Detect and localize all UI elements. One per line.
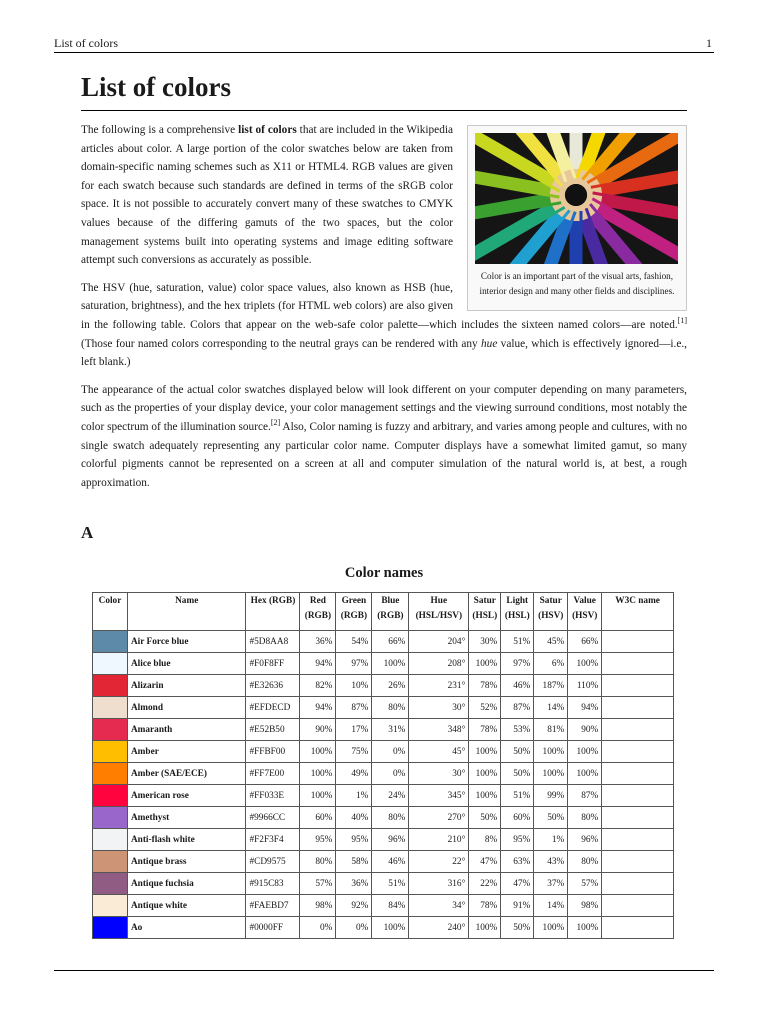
cell-sat-hsv: 99% bbox=[534, 785, 568, 807]
cell-value: 96% bbox=[568, 829, 602, 851]
cell-sat-hsl: 52% bbox=[469, 697, 501, 719]
cell-red: 90% bbox=[300, 719, 336, 741]
cell-sat-hsv: 45% bbox=[534, 631, 568, 653]
column-header-text: (RGB) bbox=[304, 610, 332, 621]
cell-hue: 30° bbox=[409, 697, 469, 719]
section-heading-a: A bbox=[81, 523, 94, 542]
cell-hex: #5D8AA8 bbox=[246, 631, 300, 653]
cell-green: 0% bbox=[336, 917, 372, 939]
column-header-text: Red bbox=[309, 596, 326, 606]
column-header-text: Satur bbox=[473, 596, 496, 606]
cell-sat-hsv: 50% bbox=[534, 807, 568, 829]
color-swatch bbox=[93, 653, 128, 675]
cell-blue: 24% bbox=[372, 785, 409, 807]
cell-red: 80% bbox=[300, 851, 336, 873]
color-swatch bbox=[93, 851, 128, 873]
appearance-text-start: The appearance of the actual color swatches displayed below will look different on your computer depending on many parameters, such as the properties of your display device, your color management settings and the viewing surround conditions, most notably the color spectrum of the illumination source. bbox=[81, 383, 687, 433]
cell-sat-hsl: 22% bbox=[469, 873, 501, 895]
color-swatch bbox=[93, 675, 128, 697]
cell-red: 95% bbox=[300, 829, 336, 851]
cell-value: 87% bbox=[568, 785, 602, 807]
table-row bbox=[93, 873, 674, 895]
cell-value: 90% bbox=[568, 719, 602, 741]
cell-hue: 22° bbox=[409, 851, 469, 873]
column-header-text: Satur bbox=[539, 596, 562, 606]
color-swatch bbox=[93, 829, 128, 851]
page-title: List of colors bbox=[81, 72, 231, 102]
cell-value: 80% bbox=[568, 851, 602, 873]
cell-light: 95% bbox=[501, 829, 534, 851]
color-name-link[interactable]: Air Force blue bbox=[127, 631, 246, 653]
cell-sat-hsl: 8% bbox=[469, 829, 501, 851]
table-row bbox=[93, 741, 674, 763]
column-header-text: Color bbox=[98, 596, 122, 606]
column-header bbox=[336, 593, 372, 631]
color-name-link[interactable]: Alizarin bbox=[127, 675, 246, 697]
column-header bbox=[93, 593, 128, 631]
column-header-text: Hue bbox=[430, 596, 448, 606]
column-header bbox=[602, 593, 674, 631]
cell-red: 94% bbox=[300, 697, 336, 719]
cell-value: 100% bbox=[568, 741, 602, 763]
hsv-text-start: The HSV (hue, saturation, value) color space values, also known as HSB (hue, saturation, brightness), and the hex triplets (for HTML web colors) are also given in the following table. Colors that appear on the web-safe color palette—which includes the sixteen named colors—are noted. bbox=[81, 281, 678, 331]
color-swatch bbox=[93, 873, 128, 895]
cell-red: 98% bbox=[300, 895, 336, 917]
column-header bbox=[372, 593, 409, 631]
color-name-link[interactable]: Anti-flash white bbox=[127, 829, 246, 851]
cell-blue: 46% bbox=[372, 851, 409, 873]
cell-hex: #E32636 bbox=[246, 675, 300, 697]
column-header bbox=[501, 593, 534, 631]
hsv-text-middle: (Those four named colors corresponding to the neutral grays can be rendered with any bbox=[81, 337, 482, 350]
cell-hue: 204° bbox=[409, 631, 469, 653]
table-row bbox=[93, 697, 674, 719]
cell-sat-hsv: 100% bbox=[534, 741, 568, 763]
cell-blue: 84% bbox=[372, 895, 409, 917]
intro-bold-term: list of colors bbox=[238, 124, 297, 136]
cell-light: 97% bbox=[501, 653, 534, 675]
cell-blue: 31% bbox=[372, 719, 409, 741]
cell-green: 40% bbox=[336, 807, 372, 829]
cell-hex: #FF7E00 bbox=[246, 763, 300, 785]
cell-blue: 96% bbox=[372, 829, 409, 851]
cell-hex: #CD9575 bbox=[246, 851, 300, 873]
column-header-text: (HSV) bbox=[538, 610, 564, 621]
column-header-text: (HSL) bbox=[472, 610, 498, 621]
column-header-text: (HSL) bbox=[504, 610, 530, 621]
cell-red: 0% bbox=[300, 917, 336, 939]
table-row bbox=[93, 917, 674, 939]
colored-pencils-image bbox=[475, 133, 678, 264]
cell-green: 36% bbox=[336, 873, 372, 895]
cell-value: 100% bbox=[568, 653, 602, 675]
cell-sat-hsl: 47% bbox=[469, 851, 501, 873]
intro-text-end: that are included in the Wikipedia articles about color. A large portion of the color swatches below are taken from domain-specific naming schemes such as X11 or HTML4. RGB values are given for each swatch because such standards are defined in terms of the sRGB color space. It is not possible to accurately convert many of these swatches to CMYK values because of the differing gamuts of the two spaces, but the color management systems built into operating systems and image editing software attempt such conversions as accurately as possible. bbox=[81, 124, 453, 267]
article-body bbox=[81, 121, 687, 501]
cell-value: 66% bbox=[568, 631, 602, 653]
cell-value: 94% bbox=[568, 697, 602, 719]
cell-red: 94% bbox=[300, 653, 336, 675]
color-swatch bbox=[93, 697, 128, 719]
column-header bbox=[568, 593, 602, 631]
color-swatch bbox=[93, 895, 128, 917]
color-swatch bbox=[93, 741, 128, 763]
cell-light: 50% bbox=[501, 917, 534, 939]
cell-red: 100% bbox=[300, 785, 336, 807]
column-header bbox=[534, 593, 568, 631]
color-name-link[interactable]: Amethyst bbox=[127, 807, 246, 829]
color-name-link[interactable]: Antique brass bbox=[127, 851, 246, 873]
table-header-row bbox=[93, 593, 674, 631]
cell-sat-hsl: 78% bbox=[469, 719, 501, 741]
column-header bbox=[409, 593, 469, 631]
table-row bbox=[93, 785, 674, 807]
cell-w3c bbox=[602, 895, 674, 917]
cell-green: 87% bbox=[336, 697, 372, 719]
color-name-link[interactable]: Antique white bbox=[127, 895, 246, 917]
cell-red: 82% bbox=[300, 675, 336, 697]
pencil-tip bbox=[567, 171, 572, 185]
table-row bbox=[93, 763, 674, 785]
column-header-text: Value bbox=[573, 596, 596, 606]
cell-blue: 0% bbox=[372, 763, 409, 785]
column-header-text: Name bbox=[175, 596, 199, 606]
cell-blue: 80% bbox=[372, 697, 409, 719]
cell-value: 57% bbox=[568, 873, 602, 895]
cell-sat-hsv: 14% bbox=[534, 697, 568, 719]
cell-sat-hsv: 1% bbox=[534, 829, 568, 851]
cell-sat-hsl: 50% bbox=[469, 807, 501, 829]
cell-hex: #915C83 bbox=[246, 873, 300, 895]
table-row bbox=[93, 829, 674, 851]
color-swatch bbox=[93, 917, 128, 939]
figure-caption: Color is an important part of the visual arts, fashion, interior design and many other fields and disciplines. bbox=[479, 271, 675, 296]
cell-red: 60% bbox=[300, 807, 336, 829]
cell-hex: #FFBF00 bbox=[246, 741, 300, 763]
cell-red: 57% bbox=[300, 873, 336, 895]
color-name-link[interactable]: American rose bbox=[127, 785, 246, 807]
cell-green: 92% bbox=[336, 895, 372, 917]
cell-blue: 100% bbox=[372, 653, 409, 675]
cell-light: 50% bbox=[501, 741, 534, 763]
title-divider bbox=[81, 110, 687, 111]
cell-blue: 66% bbox=[372, 631, 409, 653]
cell-light: 51% bbox=[501, 785, 534, 807]
cell-green: 17% bbox=[336, 719, 372, 741]
hsv-text-emphasis: hue bbox=[481, 337, 498, 350]
appearance-paragraph bbox=[81, 381, 687, 493]
color-swatch bbox=[93, 763, 128, 785]
table-row bbox=[93, 895, 674, 917]
cell-value: 98% bbox=[568, 895, 602, 917]
column-header-text: (HSV) bbox=[572, 610, 598, 621]
cell-sat-hsl: 100% bbox=[469, 785, 501, 807]
cell-red: 36% bbox=[300, 631, 336, 653]
hsv-text-end: value, which is effectively ignored—i.e., left blank.) bbox=[81, 337, 687, 369]
cell-w3c bbox=[602, 917, 674, 939]
color-name-link[interactable]: Ao bbox=[127, 917, 246, 939]
column-header-text: (RGB) bbox=[377, 610, 404, 621]
intro-text-start: The following is a comprehensive bbox=[81, 124, 239, 136]
cell-value: 100% bbox=[568, 917, 602, 939]
cell-hue: 240° bbox=[409, 917, 469, 939]
cell-sat-hsv: 43% bbox=[534, 851, 568, 873]
table-row bbox=[93, 675, 674, 697]
cell-w3c bbox=[602, 697, 674, 719]
cell-hue: 231° bbox=[409, 675, 469, 697]
cell-light: 51% bbox=[501, 631, 534, 653]
column-header bbox=[469, 593, 501, 631]
cell-light: 60% bbox=[501, 807, 534, 829]
colored-pencils-illustration bbox=[475, 133, 678, 264]
cell-blue: 100% bbox=[372, 917, 409, 939]
cell-value: 80% bbox=[568, 807, 602, 829]
table-row bbox=[93, 719, 674, 741]
cell-green: 75% bbox=[336, 741, 372, 763]
cell-green: 49% bbox=[336, 763, 372, 785]
color-name-link[interactable]: Amber (SAE/ECE) bbox=[127, 763, 246, 785]
column-header-text: (RGB) bbox=[340, 610, 368, 621]
cell-w3c bbox=[602, 719, 674, 741]
cell-green: 54% bbox=[336, 631, 372, 653]
cell-w3c bbox=[602, 763, 674, 785]
table-row bbox=[93, 807, 674, 829]
color-name-link[interactable]: Amber bbox=[127, 741, 246, 763]
cell-w3c bbox=[602, 851, 674, 873]
cell-sat-hsl: 78% bbox=[469, 895, 501, 917]
table-body bbox=[93, 631, 674, 939]
cell-value: 100% bbox=[568, 763, 602, 785]
column-header bbox=[127, 593, 246, 631]
color-name-link[interactable]: Almond bbox=[127, 697, 246, 719]
table-row bbox=[93, 851, 674, 873]
cell-light: 53% bbox=[501, 719, 534, 741]
color-names-table bbox=[92, 592, 674, 939]
cell-sat-hsl: 30% bbox=[469, 631, 501, 653]
table-title: Color names bbox=[344, 565, 424, 581]
cell-hue: 210° bbox=[409, 829, 469, 851]
cell-hue: 30° bbox=[409, 763, 469, 785]
cell-sat-hsl: 100% bbox=[469, 917, 501, 939]
cell-hue: 270° bbox=[409, 807, 469, 829]
cell-light: 50% bbox=[501, 763, 534, 785]
cell-sat-hsv: 100% bbox=[534, 917, 568, 939]
cell-sat-hsv: 6% bbox=[534, 653, 568, 675]
cell-w3c bbox=[602, 675, 674, 697]
cell-light: 91% bbox=[501, 895, 534, 917]
cell-hue: 34° bbox=[409, 895, 469, 917]
cell-hex: #F0F8FF bbox=[246, 653, 300, 675]
footer-divider bbox=[54, 970, 714, 971]
cell-green: 95% bbox=[336, 829, 372, 851]
cell-sat-hsv: 187% bbox=[534, 675, 568, 697]
cell-blue: 0% bbox=[372, 741, 409, 763]
cell-w3c bbox=[602, 653, 674, 675]
header-title: List of colors bbox=[54, 36, 118, 50]
column-header bbox=[300, 593, 336, 631]
cell-green: 58% bbox=[336, 851, 372, 873]
cell-light: 46% bbox=[501, 675, 534, 697]
cell-w3c bbox=[602, 807, 674, 829]
column-header-text: (HSL/HSV) bbox=[415, 610, 463, 621]
cell-sat-hsv: 37% bbox=[534, 873, 568, 895]
cell-hex: #FAEBD7 bbox=[246, 895, 300, 917]
color-name-link[interactable]: Antique fuchsia bbox=[127, 873, 246, 895]
column-header-text: Light bbox=[506, 596, 529, 606]
cell-sat-hsl: 78% bbox=[469, 675, 501, 697]
cell-hue: 208° bbox=[409, 653, 469, 675]
running-header bbox=[54, 36, 714, 53]
cell-blue: 26% bbox=[372, 675, 409, 697]
cell-blue: 51% bbox=[372, 873, 409, 895]
column-header-text: Blue bbox=[381, 596, 400, 606]
cell-green: 1% bbox=[336, 785, 372, 807]
cell-value: 110% bbox=[568, 675, 602, 697]
reference-link-2[interactable]: [2] bbox=[270, 418, 281, 428]
cell-green: 97% bbox=[336, 653, 372, 675]
cell-hex: #9966CC bbox=[246, 807, 300, 829]
cell-w3c bbox=[602, 631, 674, 653]
reference-link-1[interactable]: [1] bbox=[677, 316, 687, 326]
color-swatch bbox=[93, 631, 128, 653]
color-swatch bbox=[93, 785, 128, 807]
cell-w3c bbox=[602, 873, 674, 895]
color-name-link[interactable]: Amaranth bbox=[127, 719, 246, 741]
cell-red: 100% bbox=[300, 763, 336, 785]
color-swatch bbox=[93, 719, 128, 741]
cell-sat-hsv: 100% bbox=[534, 763, 568, 785]
cell-hue: 348° bbox=[409, 719, 469, 741]
cell-hex: #EFDECD bbox=[246, 697, 300, 719]
cell-w3c bbox=[602, 741, 674, 763]
cell-w3c bbox=[602, 785, 674, 807]
cell-hue: 316° bbox=[409, 873, 469, 895]
cell-sat-hsl: 100% bbox=[469, 653, 501, 675]
cell-hex: #E52B50 bbox=[246, 719, 300, 741]
cell-light: 63% bbox=[501, 851, 534, 873]
cell-hex: #0000FF bbox=[246, 917, 300, 939]
figure bbox=[467, 125, 687, 311]
cell-sat-hsl: 100% bbox=[469, 741, 501, 763]
cell-sat-hsv: 14% bbox=[534, 895, 568, 917]
cell-hue: 345° bbox=[409, 785, 469, 807]
color-swatch bbox=[93, 807, 128, 829]
cell-light: 47% bbox=[501, 873, 534, 895]
column-header bbox=[246, 593, 300, 631]
cell-hex: #F2F3F4 bbox=[246, 829, 300, 851]
cell-light: 87% bbox=[501, 697, 534, 719]
cell-blue: 80% bbox=[372, 807, 409, 829]
cell-hex: #FF033E bbox=[246, 785, 300, 807]
color-name-link[interactable]: Alice blue bbox=[127, 653, 246, 675]
table-row bbox=[93, 653, 674, 675]
cell-hue: 45° bbox=[409, 741, 469, 763]
cell-green: 10% bbox=[336, 675, 372, 697]
cell-sat-hsl: 100% bbox=[469, 763, 501, 785]
cell-red: 100% bbox=[300, 741, 336, 763]
table-row bbox=[93, 631, 674, 653]
page-number: 1 bbox=[706, 36, 712, 50]
cell-sat-hsv: 81% bbox=[534, 719, 568, 741]
column-header-text: Hex (RGB) bbox=[250, 596, 296, 606]
column-header-text: W3C name bbox=[615, 596, 660, 606]
column-header-text: Green bbox=[341, 596, 367, 606]
appearance-text-end: Also, Color naming is fuzzy and arbitrary, and varies among people and cultures, with no single swatch adequately representing any particular color name. Computer displays have a somewhat limited gamut, so many colorful pigments cannot be represented on a screen at all and computer simulation of the natural world is, at best, a rough approximation. bbox=[81, 420, 687, 489]
cell-w3c bbox=[602, 829, 674, 851]
